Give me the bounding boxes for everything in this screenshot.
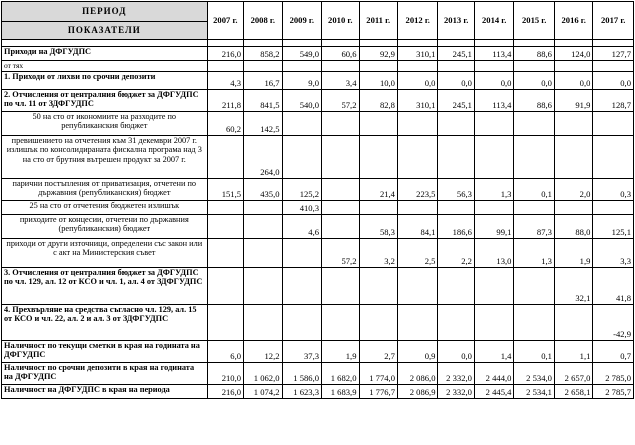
- value-cell: 1,3: [474, 178, 514, 200]
- year-header: 2013 г.: [438, 2, 474, 40]
- value-cell: 549,0: [282, 47, 322, 61]
- value-cell: 84,1: [397, 214, 438, 238]
- year-header: 2017 г.: [593, 2, 634, 40]
- value-cell: 0,0: [554, 71, 592, 89]
- value-cell: 2 657,0: [554, 362, 592, 384]
- separator-cell: [593, 40, 634, 47]
- year-header: 2009 г.: [282, 2, 322, 40]
- value-cell: [322, 214, 359, 238]
- value-cell: 245,1: [438, 47, 474, 61]
- table-row: [2, 89, 634, 111]
- value-cell: [207, 238, 243, 267]
- value-cell: [397, 304, 438, 340]
- value-cell: 1 586,0: [282, 362, 322, 384]
- value-cell: 0,3: [593, 178, 634, 200]
- value-cell: 1 774,0: [359, 362, 397, 384]
- value-cell: 113,4: [474, 89, 514, 111]
- value-cell: [438, 304, 474, 340]
- value-cell: [322, 61, 359, 72]
- value-cell: [438, 200, 474, 214]
- value-cell: 87,3: [514, 214, 555, 238]
- separator-cell: [282, 40, 322, 47]
- value-cell: 125,1: [593, 214, 634, 238]
- year-header: 2007 г.: [207, 2, 243, 40]
- value-cell: 540,0: [282, 89, 322, 111]
- value-cell: 2 534,0: [514, 362, 555, 384]
- row-label: приходите от концесии, отчетени по държавния (републиканския) бюджет: [2, 214, 208, 238]
- value-cell: 2 785,7: [593, 384, 634, 398]
- value-cell: [438, 135, 474, 178]
- value-cell: 3,4: [322, 71, 359, 89]
- value-cell: [397, 61, 438, 72]
- value-cell: [282, 238, 322, 267]
- value-cell: 13,0: [474, 238, 514, 267]
- value-cell: 2,5: [397, 238, 438, 267]
- value-cell: [514, 111, 555, 135]
- row-label: превишението на отчетения към 31 декември 2007 г. излишък по консолидираната фискална програма над 3 на сто от брутния вътрешен продукт за 2007 г.: [2, 135, 208, 178]
- value-cell: [438, 111, 474, 135]
- table-row: [2, 200, 634, 214]
- table-row: [2, 47, 634, 61]
- row-label: 1. Приходи от лихви по срочни депозити: [2, 71, 208, 89]
- value-cell: 88,0: [554, 214, 592, 238]
- value-cell: 1 682,0: [322, 362, 359, 384]
- value-cell: [554, 135, 592, 178]
- separator-cell: [438, 40, 474, 47]
- value-cell: [322, 178, 359, 200]
- separator-cell: [322, 40, 359, 47]
- value-cell: 1 623,3: [282, 384, 322, 398]
- value-cell: [359, 111, 397, 135]
- value-cell: [397, 267, 438, 304]
- value-cell: [397, 200, 438, 214]
- value-cell: [322, 200, 359, 214]
- value-cell: 60,2: [207, 111, 243, 135]
- value-cell: [322, 135, 359, 178]
- value-cell: [474, 200, 514, 214]
- value-cell: [207, 135, 243, 178]
- table-row: [2, 362, 634, 384]
- value-cell: 264,0: [244, 135, 282, 178]
- separator-cell: [207, 40, 243, 47]
- value-cell: 2,7: [359, 340, 397, 362]
- value-cell: [514, 200, 555, 214]
- fund-table: [1, 1, 634, 399]
- value-cell: [438, 267, 474, 304]
- table-row: [2, 340, 634, 362]
- value-cell: [359, 267, 397, 304]
- value-cell: 0,0: [474, 71, 514, 89]
- value-cell: [474, 61, 514, 72]
- separator-cell: [474, 40, 514, 47]
- value-cell: 58,3: [359, 214, 397, 238]
- value-cell: [207, 304, 243, 340]
- value-cell: 6,0: [207, 340, 243, 362]
- value-cell: 41,8: [593, 267, 634, 304]
- value-cell: 211,8: [207, 89, 243, 111]
- value-cell: 0,7: [593, 340, 634, 362]
- value-cell: [359, 304, 397, 340]
- value-cell: [514, 304, 555, 340]
- value-cell: 2,0: [554, 178, 592, 200]
- value-cell: 2 445,4: [474, 384, 514, 398]
- value-cell: 1,3: [514, 238, 555, 267]
- value-cell: [207, 61, 243, 72]
- value-cell: [554, 304, 592, 340]
- value-cell: [397, 135, 438, 178]
- value-cell: 1 074,2: [244, 384, 282, 398]
- value-cell: [359, 200, 397, 214]
- value-cell: [244, 214, 282, 238]
- value-cell: [207, 200, 243, 214]
- value-cell: 56,3: [438, 178, 474, 200]
- value-cell: [474, 267, 514, 304]
- indicators-header: ПОКАЗАТЕЛИ: [2, 22, 208, 40]
- value-cell: 223,5: [397, 178, 438, 200]
- table-row: [2, 214, 634, 238]
- year-header: 2008 г.: [244, 2, 282, 40]
- value-cell: [244, 304, 282, 340]
- period-header: ПЕРИОД: [2, 2, 208, 22]
- year-header: 2011 г.: [359, 2, 397, 40]
- value-cell: 2,2: [438, 238, 474, 267]
- row-label: от тях: [2, 61, 208, 72]
- table-row: [2, 178, 634, 200]
- separator-cell: [514, 40, 555, 47]
- value-cell: [244, 61, 282, 72]
- value-cell: 310,1: [397, 89, 438, 111]
- value-cell: 0,0: [438, 340, 474, 362]
- value-cell: [322, 111, 359, 135]
- value-cell: [359, 135, 397, 178]
- value-cell: 4,3: [207, 71, 243, 89]
- row-label: Наличност по срочни депозити в края на годината на ДФГУДПС: [2, 362, 208, 384]
- value-cell: 99,1: [474, 214, 514, 238]
- value-cell: [474, 304, 514, 340]
- value-cell: 210,0: [207, 362, 243, 384]
- row-label: Наличност по текущи сметки в края на годината на ДФГУДПС: [2, 340, 208, 362]
- value-cell: 10,0: [359, 71, 397, 89]
- table-row: [2, 267, 634, 304]
- value-cell: 32,1: [554, 267, 592, 304]
- separator-cell: [2, 40, 208, 47]
- value-cell: 1,9: [554, 238, 592, 267]
- value-cell: 2 086,9: [397, 384, 438, 398]
- value-cell: 125,2: [282, 178, 322, 200]
- value-cell: 151,5: [207, 178, 243, 200]
- year-header: 2015 г.: [514, 2, 555, 40]
- value-cell: 0,0: [438, 71, 474, 89]
- value-cell: 127,7: [593, 47, 634, 61]
- value-cell: 1 683,9: [322, 384, 359, 398]
- value-cell: 9,0: [282, 71, 322, 89]
- value-cell: 0,0: [514, 71, 555, 89]
- value-cell: 16,7: [244, 71, 282, 89]
- value-cell: 0,1: [514, 178, 555, 200]
- year-header: 2012 г.: [397, 2, 438, 40]
- value-cell: 2 332,0: [438, 362, 474, 384]
- row-label: 4. Прехвърляне на средства съгласно чл. 129, ал. 15 от КСО и чл. 22, ал. 2 и ал. 3 от ЗДФГУДПС: [2, 304, 208, 340]
- value-cell: 2 785,0: [593, 362, 634, 384]
- value-cell: [207, 214, 243, 238]
- row-label: Наличност на ДФГУДПС в края на периода: [2, 384, 208, 398]
- value-cell: [514, 135, 555, 178]
- table-row: [2, 135, 634, 178]
- value-cell: 1,4: [474, 340, 514, 362]
- value-cell: [359, 61, 397, 72]
- value-cell: [207, 267, 243, 304]
- value-cell: 0,0: [397, 71, 438, 89]
- value-cell: 2 534,1: [514, 384, 555, 398]
- value-cell: [593, 61, 634, 72]
- value-cell: 245,1: [438, 89, 474, 111]
- value-cell: 216,0: [207, 47, 243, 61]
- table-row: [2, 304, 634, 340]
- value-cell: 2 658,1: [554, 384, 592, 398]
- value-cell: [514, 61, 555, 72]
- value-cell: 186,6: [438, 214, 474, 238]
- value-cell: 91,9: [554, 89, 592, 111]
- value-cell: [282, 135, 322, 178]
- value-cell: [474, 135, 514, 178]
- value-cell: [554, 61, 592, 72]
- value-cell: 142,5: [244, 111, 282, 135]
- value-cell: 435,0: [244, 178, 282, 200]
- row-label: 25 на сто от отчетения бюджетен излишък: [2, 200, 208, 214]
- value-cell: 88,6: [514, 47, 555, 61]
- value-cell: 2 444,0: [474, 362, 514, 384]
- value-cell: 2 086,0: [397, 362, 438, 384]
- value-cell: [397, 111, 438, 135]
- value-cell: [593, 200, 634, 214]
- table-body: [2, 2, 634, 399]
- value-cell: [593, 111, 634, 135]
- table-row: [2, 71, 634, 89]
- value-cell: 216,0: [207, 384, 243, 398]
- value-cell: 82,8: [359, 89, 397, 111]
- value-cell: 1,1: [554, 340, 592, 362]
- value-cell: [438, 61, 474, 72]
- value-cell: 113,4: [474, 47, 514, 61]
- row-label: 50 на сто от икономиите на разходите по републиканския бюджет: [2, 111, 208, 135]
- value-cell: [554, 200, 592, 214]
- value-cell: 124,0: [554, 47, 592, 61]
- value-cell: [554, 111, 592, 135]
- row-label: 3. Отчисления от централния бюджет за ДФГУДПС по чл. 129, ал. 12 от КСО и чл. 1, ал. 4 от ЗДФГУДПС: [2, 267, 208, 304]
- value-cell: -42,9: [593, 304, 634, 340]
- value-cell: [514, 267, 555, 304]
- row-label: Приходи на ДФГУДПС: [2, 47, 208, 61]
- value-cell: 88,6: [514, 89, 555, 111]
- value-cell: 12,2: [244, 340, 282, 362]
- value-cell: 3,3: [593, 238, 634, 267]
- year-header: 2010 г.: [322, 2, 359, 40]
- separator-cell: [554, 40, 592, 47]
- table-row: [2, 238, 634, 267]
- value-cell: 0,9: [397, 340, 438, 362]
- separator-cell: [359, 40, 397, 47]
- value-cell: 57,2: [322, 89, 359, 111]
- value-cell: 92,9: [359, 47, 397, 61]
- table-row: [2, 384, 634, 398]
- value-cell: [244, 200, 282, 214]
- value-cell: [474, 111, 514, 135]
- header-row-period: [2, 2, 634, 22]
- row-label: приходи от други източници, определени със закон или с акт на Министерския съвет: [2, 238, 208, 267]
- value-cell: 2 332,0: [438, 384, 474, 398]
- year-header: 2014 г.: [474, 2, 514, 40]
- value-cell: [244, 267, 282, 304]
- value-cell: 1 776,7: [359, 384, 397, 398]
- row-label: 2. Отчисления от централния бюджет за ДФГУДПС по чл. 11 от ЗДФГУДПС: [2, 89, 208, 111]
- value-cell: [282, 111, 322, 135]
- value-cell: 0,0: [593, 71, 634, 89]
- value-cell: [282, 267, 322, 304]
- value-cell: 21,4: [359, 178, 397, 200]
- value-cell: 60,6: [322, 47, 359, 61]
- table-row: [2, 61, 634, 72]
- value-cell: 1,9: [322, 340, 359, 362]
- value-cell: [282, 304, 322, 340]
- separator-cell: [244, 40, 282, 47]
- value-cell: [322, 267, 359, 304]
- value-cell: 128,7: [593, 89, 634, 111]
- year-header: 2016 г.: [554, 2, 592, 40]
- value-cell: [282, 61, 322, 72]
- value-cell: 0,1: [514, 340, 555, 362]
- value-cell: 1 062,0: [244, 362, 282, 384]
- value-cell: 57,2: [322, 238, 359, 267]
- value-cell: 4,6: [282, 214, 322, 238]
- value-cell: 37,3: [282, 340, 322, 362]
- value-cell: [244, 238, 282, 267]
- value-cell: [593, 135, 634, 178]
- value-cell: 858,2: [244, 47, 282, 61]
- value-cell: 410,3: [282, 200, 322, 214]
- separator-cell: [397, 40, 438, 47]
- value-cell: 3,2: [359, 238, 397, 267]
- value-cell: 310,1: [397, 47, 438, 61]
- value-cell: 841,5: [244, 89, 282, 111]
- separator-row: [2, 40, 634, 47]
- table-row: [2, 111, 634, 135]
- value-cell: [322, 304, 359, 340]
- row-label: парични постъпления от приватизация, отчетени по държавния (републиканския) бюджет: [2, 178, 208, 200]
